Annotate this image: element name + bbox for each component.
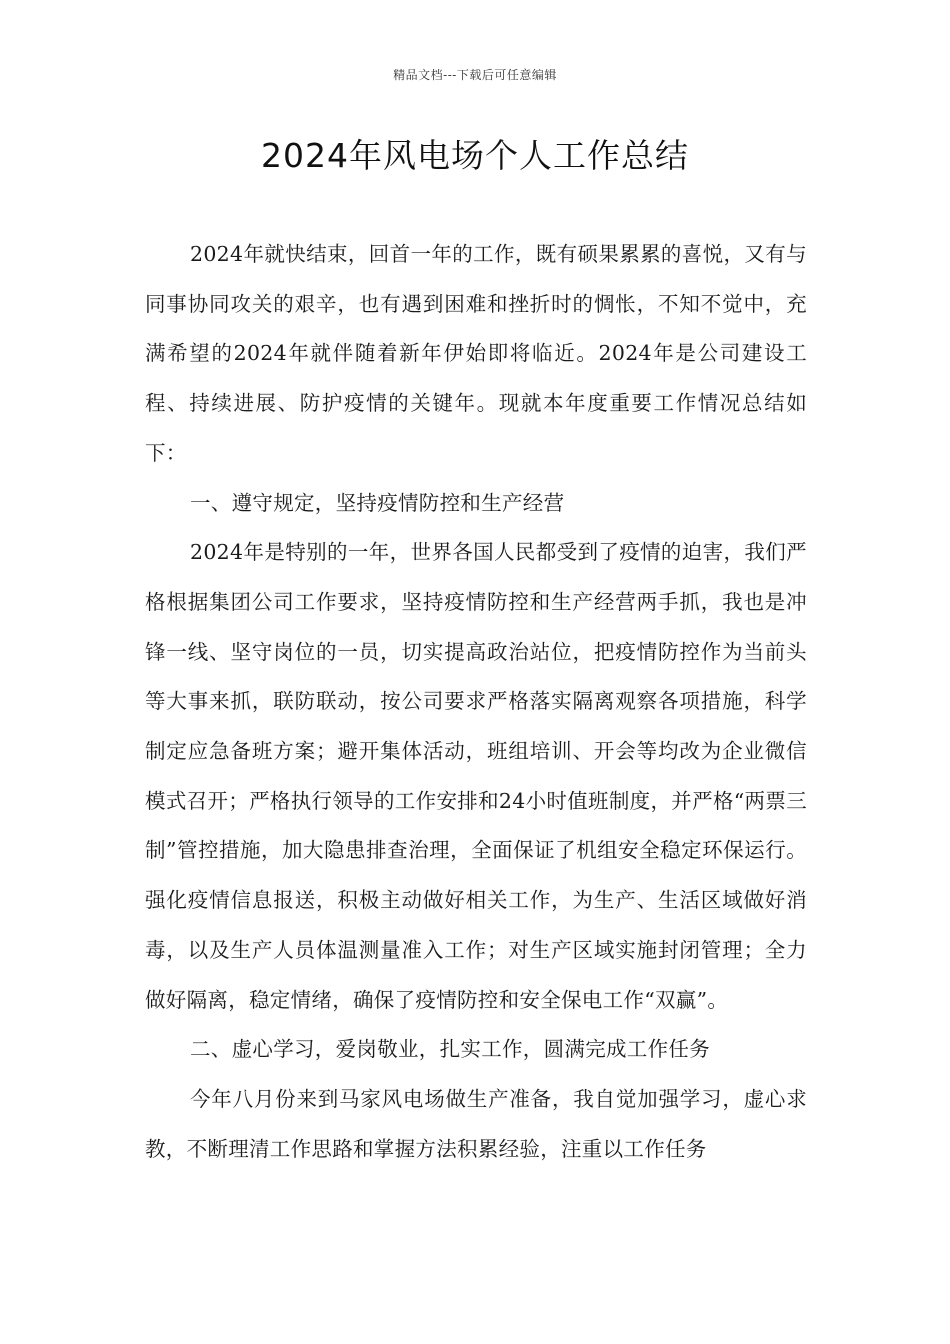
- section-heading-1: 一、遵守规定，坚持疫情防控和生产经营: [190, 490, 565, 515]
- section-heading-2: 二、虚心学习，爱岗敬业，扎实工作，圆满完成工作任务: [190, 1037, 710, 1062]
- paragraph-section-1: 2024年是特别的一年，世界各国人民都受到了疫情的迫害，我们严格根据集团公司工作要求，坚持疫情防控和生产经营两手抓，我也是冲锋一线、坚守岗位的一员，切实提高政治站位，把疫情防控作为当前头等大事来抓，联防联动，按公司要求严格落实隔离观察各项措施，科学制定应急备班方案；避开集体活动，班组培训、开会等均改为企业微信模式召开；严格执行领导的工作安排和24小时值班制度，并严格“两票三制”管控措施，加大隐患排查治理，全面保证了机组安全稳定环保运行。强化疫情信息报送，积极主动做好相关工作，为生产、生活区域做好消毒，以及生产人员体温测量准入工作；对生产区域实施封闭管理；全力做好隔离，稳定情绪，确保了疫情防控和安全保电工作“双赢”。: [145, 540, 807, 1012]
- document-body: [145, 230, 807, 1174]
- document-title: 2024年风电场个人工作总结: [261, 136, 689, 175]
- paragraph-section-2: 今年八月份来到马家风电场做生产准备，我自觉加强学习，虚心求教，不断理清工作思路和掌握方法积累经验，注重以工作任务: [145, 1086, 807, 1161]
- paragraph-intro: 2024年就快结束，回首一年的工作，既有硕果累累的喜悦，又有与同事协同攻关的艰辛，也有遇到困难和挫折时的惆怅，不知不觉中，充满希望的2024年就伴随着新年伊始即将临近。2024年是公司建设工程、持续进展、防护疫情的关键年。现就本年度重要工作情况总结如下：: [145, 242, 807, 465]
- header-note: 精品文档---下载后可任意编辑: [393, 68, 557, 82]
